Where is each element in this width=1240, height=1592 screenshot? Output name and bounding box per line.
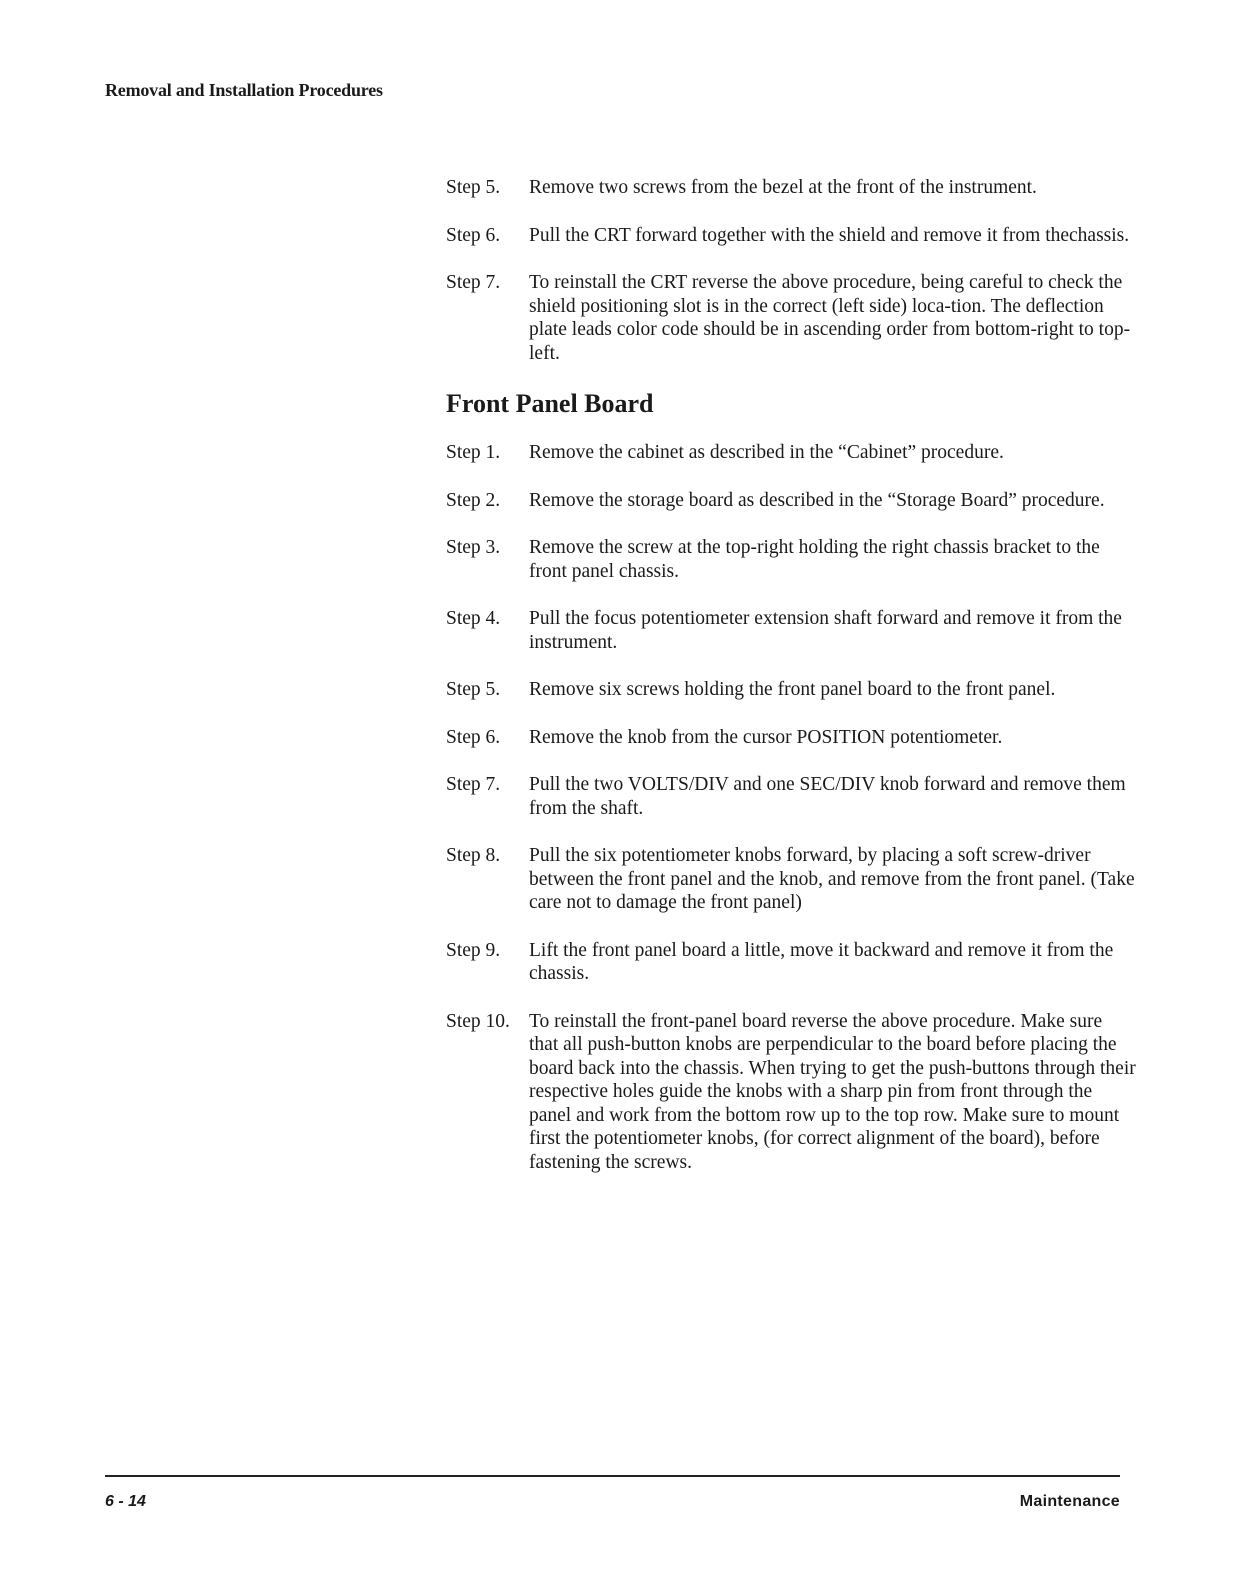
footer-divider <box>105 1475 1120 1477</box>
step-label: Step 1. <box>446 442 501 463</box>
step-text: To reinstall the front-panel board reverse the above procedure. Make sure that all push-button knobs are perpendicular to the board before placing the board back into the chassis. When trying to get the push-buttons through their respective holes guide the knobs with a sharp pin from front through the panel and work from the bottom row up to the top row. Make sure to mount first the potentiometer knobs, (for correct alignment of the board), before fastening the screws. <box>529 1010 1136 1173</box>
step-label: Step 7. <box>446 774 501 795</box>
step-item <box>446 939 1136 986</box>
step-label: Step 5. <box>446 679 501 700</box>
running-header-title: Removal and Installation Procedures <box>105 80 383 100</box>
step-label: Step 8. <box>446 845 501 866</box>
step-label: Step 2. <box>446 489 501 511</box>
step-item <box>446 607 1136 654</box>
step-text: Remove six screws holding the front panel board to the front panel. <box>529 679 1056 700</box>
step-item <box>446 536 1136 583</box>
step-item <box>446 489 1136 513</box>
section-title-front-panel-board: Front Panel Board <box>446 389 654 418</box>
step-text: Lift the front panel board a little, move it backward and remove it from the chassis. <box>529 939 1114 984</box>
step-text: Remove the cabinet as described in the “Cabinet” procedure. <box>529 442 1004 463</box>
step-label: Step 9. <box>446 939 501 961</box>
step-text: To reinstall the CRT reverse the above procedure, being careful to check the shield positioning slot is in the correct (left side) loca-tion. The deflection plate leads color code should be in ascending order from bottom-right to top-left. <box>529 272 1131 364</box>
step-text: Pull the focus potentiometer extension shaft forward and remove it from the instrument. <box>529 608 1122 653</box>
main-content <box>446 176 1136 1198</box>
step-text: Remove the knob from the cursor POSITION potentiometer. <box>529 726 1003 748</box>
step-item <box>446 271 1136 365</box>
step-item <box>446 844 1136 915</box>
footer-section-title: Maintenance <box>1019 1493 1120 1510</box>
step-item <box>446 678 1136 702</box>
step-text: Pull the two VOLTS/DIV and one SEC/DIV knob forward and remove them from the shaft. <box>529 774 1126 819</box>
step-label: Step 5. <box>446 177 501 198</box>
step-label: Step 4. <box>446 608 501 629</box>
step-text: Pull the CRT forward together with the shield and remove it from thechassis. <box>529 224 1130 246</box>
step-label: Step 7. <box>446 272 501 293</box>
step-item <box>446 224 1136 248</box>
step-label: Step 6. <box>446 224 501 246</box>
step-text: Remove the storage board as described in the “Storage Board” procedure. <box>529 489 1105 511</box>
step-label: Step 10. <box>446 1010 510 1032</box>
step-item <box>446 176 1136 200</box>
crt-step-list <box>446 176 1136 365</box>
step-item <box>446 441 1136 465</box>
step-label: Step 6. <box>446 726 501 748</box>
step-text: Remove two screws from the bezel at the front of the instrument. <box>529 177 1037 198</box>
step-label: Step 3. <box>446 537 501 558</box>
step-text: Pull the six potentiometer knobs forward, by placing a soft screw-driver between the front panel and the knob, and remove from the front panel. (Take care not to damage the front panel) <box>529 845 1135 913</box>
step-item <box>446 1010 1136 1175</box>
page-number: 6 - 14 <box>105 1493 146 1510</box>
step-item <box>446 773 1136 820</box>
step-text: Remove the screw at the top-right holding the right chassis bracket to the front panel chassis. <box>529 537 1100 582</box>
step-item <box>446 726 1136 750</box>
front-panel-step-list <box>446 441 1136 1174</box>
